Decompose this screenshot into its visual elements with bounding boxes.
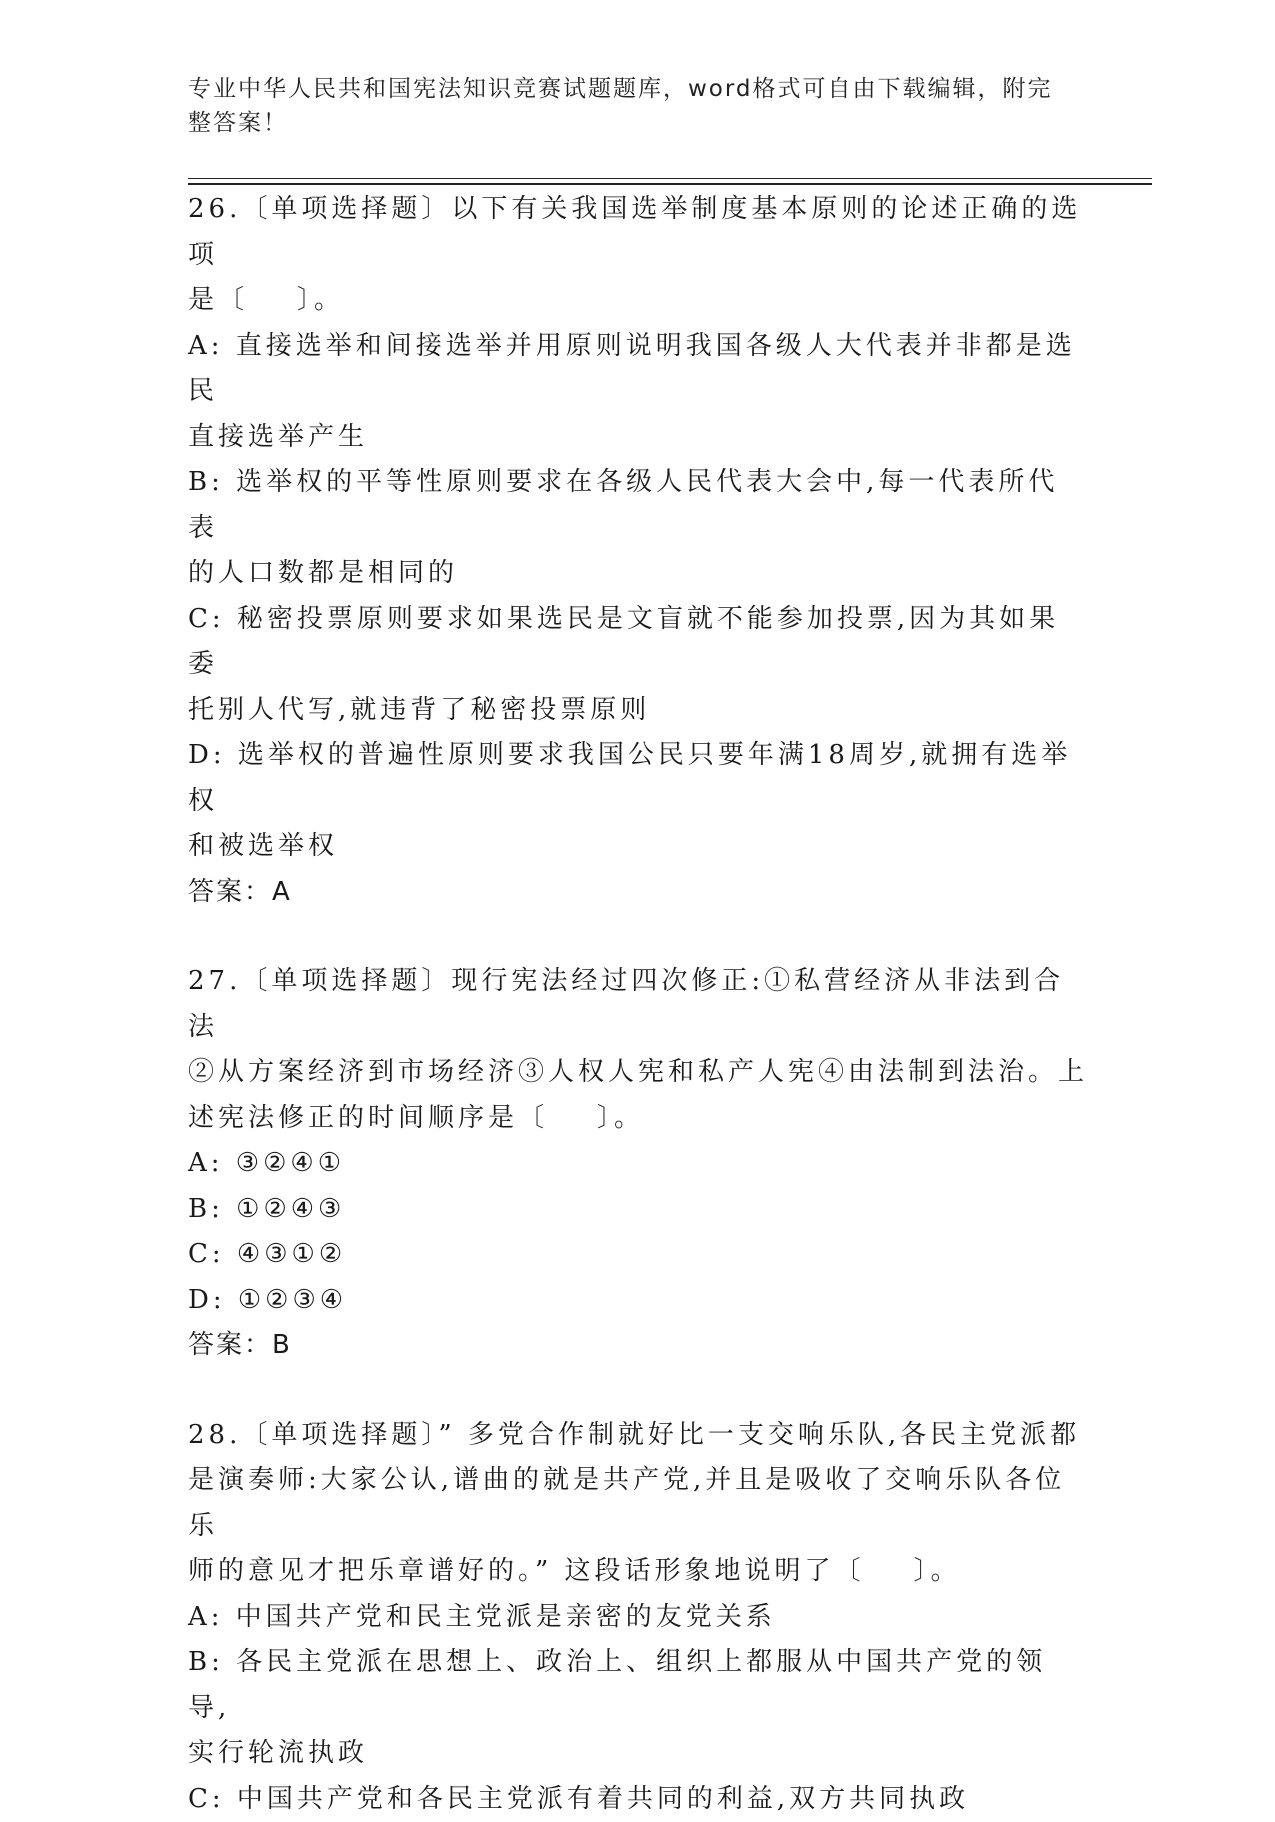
option-a-line: A: 中国共产党和民主党派是亲密的友党关系: [188, 1595, 1088, 1641]
option-c-line: 托别人代写,就违背了秘密投票原则: [188, 688, 1088, 734]
option-b-line: B: 选举权的平等性原则要求在各级人民代表大会中,每一代表所代表: [188, 460, 1088, 551]
option-a-line: A: 直接选举和间接选举并用原则说明我国各级人大代表并非都是选民: [188, 324, 1088, 415]
option-c-line: C: 秘密投票原则要求如果选民是文盲就不能参加投票,因为其如果委: [188, 597, 1088, 688]
option-c-line: C: 中国共产党和各民主党派有着共同的利益,双方共同执政: [188, 1777, 1088, 1822]
question-list: [188, 187, 1088, 1822]
option-b-line: 的人口数都是相同的: [188, 551, 1088, 597]
question-stem-line: 26.〔单项选择题〕以下有关我国选举制度基本原则的论述正确的选项: [188, 187, 1088, 278]
header-divider-thick: [188, 183, 1152, 185]
question-26: [188, 187, 1088, 915]
question-stem-line: ②从方案经济到市场经济③人权人宪和私产人宪④由法制到法治。上: [188, 1050, 1088, 1096]
option-a-line: 直接选举产生: [188, 415, 1088, 461]
question-stem-line: 28.〔单项选择题〕” 多党合作制就好比一支交响乐队,各民主党派都: [188, 1413, 1088, 1459]
option-d-line: D: ①②③④: [188, 1278, 1088, 1324]
option-c-line: C: ④③①②: [188, 1232, 1088, 1278]
question-stem-line: 27.〔单项选择题〕现行宪法经过四次修正:①私营经济从非法到合法: [188, 959, 1088, 1050]
option-b-line: 实行轮流执政: [188, 1731, 1088, 1777]
option-d-line: 和被选举权: [188, 824, 1088, 870]
question-stem-line: 师的意见才把乐章谱好的。” 这段话形象地说明了〔 〕。: [188, 1549, 1088, 1595]
option-b-line: B: ①②④③: [188, 1187, 1088, 1233]
question-27: [188, 959, 1088, 1369]
question-28: [188, 1413, 1088, 1822]
question-stem-line: 述宪法修正的时间顺序是〔 〕。: [188, 1096, 1088, 1142]
question-stem-line: 是〔 〕。: [188, 278, 1088, 324]
option-a-line: A: ③②④①: [188, 1141, 1088, 1187]
answer-label: 答案：A: [188, 870, 1088, 916]
answer-label: 答案：B: [188, 1323, 1088, 1369]
page-header: 专业中华人民共和国宪法知识竞赛试题题库，word格式可自由下载编辑，附完整答案！: [188, 72, 1068, 140]
option-d-line: D: 选举权的普遍性原则要求我国公民只要年满18周岁,就拥有选举权: [188, 733, 1088, 824]
option-b-line: B: 各民主党派在思想上、政治上、组织上都服从中国共产党的领导,: [188, 1640, 1088, 1731]
question-stem-line: 是演奏师:大家公认,谱曲的就是共产党,并且是吸收了交响乐队各位乐: [188, 1458, 1088, 1549]
header-divider-thin: [188, 178, 1152, 179]
